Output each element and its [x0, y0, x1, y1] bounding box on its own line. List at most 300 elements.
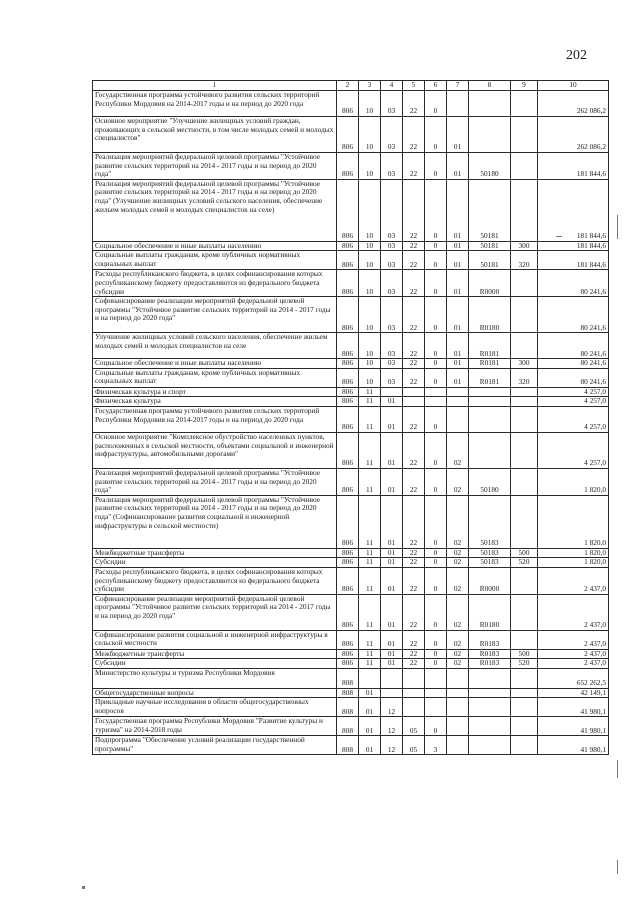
amount-cell: 181 844,6 — [538, 241, 609, 251]
table-row — [93, 153, 609, 180]
code-cell: 22 — [403, 270, 425, 297]
row-name-cell: Министерство культуры и туризма Республики Мордовия — [93, 668, 337, 688]
code-cell: 03 — [381, 251, 403, 270]
table-row — [93, 736, 609, 755]
row-name-cell: Реализация мероприятий федеральной целевой программы "Устойчивое развитие сельских территорий на 2014 - 2017 годы и на период до 2020 года" — [93, 468, 337, 495]
code-cell: 01 — [359, 736, 381, 755]
code-cell: 806 — [337, 297, 359, 333]
code-cell — [511, 297, 538, 333]
code-cell: 22 — [403, 333, 425, 359]
code-cell: 0 — [425, 548, 447, 558]
amount-cell: 181 844,6 — [538, 179, 609, 241]
code-cell: 01 — [447, 179, 469, 241]
code-cell — [425, 698, 447, 717]
code-cell — [511, 270, 538, 297]
code-cell — [447, 668, 469, 688]
table-row — [93, 297, 609, 333]
amount-cell: 652 262,5 — [538, 668, 609, 688]
code-cell: 03 — [381, 368, 403, 387]
row-name-cell: Реализация мероприятий федеральной целевой программы "Устойчивое развитие сельских территорий на 2014 - 2017 годы и на период до 2020 года" (Софинансирование развития социальной и инженерной инфраструктуры в сельской местности) — [93, 495, 337, 548]
code-cell: 808 — [337, 668, 359, 688]
code-cell: 22 — [403, 368, 425, 387]
table-row — [93, 359, 609, 369]
code-cell: 10 — [359, 117, 381, 153]
code-cell — [447, 406, 469, 432]
code-cell — [403, 668, 425, 688]
code-cell: 0 — [425, 468, 447, 495]
amount-cell: 181 844,6 — [538, 153, 609, 180]
code-cell: 22 — [403, 153, 425, 180]
code-cell: 01 — [381, 468, 403, 495]
code-cell: 03 — [381, 117, 403, 153]
code-cell: 0 — [425, 558, 447, 568]
code-cell — [511, 698, 538, 717]
table-row — [93, 567, 609, 594]
table-row — [93, 387, 609, 397]
row-name-cell: Софинансирование реализации мероприятий федеральной целевой программы "Устойчивое развитие сельских территорий на 2014 - 2017 годы и на период до 2020 года" — [93, 594, 337, 630]
code-cell: 806 — [337, 406, 359, 432]
code-cell — [469, 387, 511, 397]
code-cell — [447, 397, 469, 407]
code-cell: 50183 — [469, 558, 511, 568]
table-row — [93, 594, 609, 630]
code-cell — [469, 432, 511, 468]
amount-cell: 4 257,0 — [538, 432, 609, 468]
code-cell — [359, 668, 381, 688]
code-cell: 02 — [447, 594, 469, 630]
code-cell: 0 — [425, 333, 447, 359]
code-cell — [511, 717, 538, 736]
code-cell: 22 — [403, 241, 425, 251]
code-cell: 11 — [359, 406, 381, 432]
code-cell: 22 — [403, 359, 425, 369]
code-cell: 01 — [381, 432, 403, 468]
code-cell: 02 — [447, 649, 469, 659]
code-cell — [511, 117, 538, 153]
code-cell: 806 — [337, 270, 359, 297]
code-cell: 808 — [337, 717, 359, 736]
amount-cell: 4 257,0 — [538, 387, 609, 397]
row-name-cell: Межбюджетные трансферты — [93, 548, 337, 558]
page-number: 202 — [566, 48, 587, 63]
code-cell: 22 — [403, 468, 425, 495]
code-cell — [511, 495, 538, 548]
code-cell: 806 — [337, 659, 359, 669]
amount-cell: 1 820,0 — [538, 548, 609, 558]
code-cell: 806 — [337, 594, 359, 630]
code-cell: 806 — [337, 468, 359, 495]
row-name-cell: Физическая культура и спорт — [93, 387, 337, 397]
code-cell: 01 — [381, 495, 403, 548]
column-header: 4 — [381, 81, 403, 91]
code-cell: 03 — [381, 359, 403, 369]
code-cell — [511, 432, 538, 468]
code-cell: R0181 — [469, 368, 511, 387]
code-cell: 22 — [403, 630, 425, 649]
code-cell: 10 — [359, 270, 381, 297]
code-cell: 01 — [447, 333, 469, 359]
code-cell: 806 — [337, 91, 359, 117]
table-row — [93, 717, 609, 736]
code-cell: R0180 — [469, 297, 511, 333]
code-cell: 02 — [447, 659, 469, 669]
code-cell: 01 — [447, 153, 469, 180]
code-cell: 0 — [425, 251, 447, 270]
code-cell: 320 — [511, 368, 538, 387]
code-cell: 11 — [359, 468, 381, 495]
code-cell — [447, 387, 469, 397]
column-header: 2 — [337, 81, 359, 91]
code-cell — [447, 736, 469, 755]
code-cell — [469, 698, 511, 717]
code-cell: 0 — [425, 567, 447, 594]
code-cell: R0000 — [469, 270, 511, 297]
code-cell: 01 — [359, 717, 381, 736]
code-cell — [511, 468, 538, 495]
code-cell: 03 — [381, 91, 403, 117]
code-cell: 3 — [425, 736, 447, 755]
column-header: 10 — [538, 81, 609, 91]
code-cell: 50183 — [469, 495, 511, 548]
amount-cell: 1 820,0 — [538, 495, 609, 548]
code-cell: 10 — [359, 251, 381, 270]
code-cell: 0 — [425, 153, 447, 180]
code-cell: 22 — [403, 659, 425, 669]
code-cell — [425, 397, 447, 407]
table-row — [93, 698, 609, 717]
code-cell: R0183 — [469, 659, 511, 669]
column-header: 9 — [511, 81, 538, 91]
code-cell: 520 — [511, 659, 538, 669]
code-cell — [469, 736, 511, 755]
row-name-cell: Реализация мероприятий федеральной целевой программы "Устойчивое развитие сельских территорий на 2014 - 2017 годы и на период до 2020 года" (Улучшение жилищных условий сельского населения, обеспечение жильем молодых семей и молодых специалистов на селе) — [93, 179, 337, 241]
scan-mark — [617, 860, 618, 874]
scan-mark — [556, 236, 562, 237]
code-cell: 01 — [447, 117, 469, 153]
row-name-cell: Расходы республиканского бюджета, в целях софинансирования которых республиканскому бюджету предоставляются из федерального бюджета субсидии — [93, 567, 337, 594]
row-name-cell: Прикладные научные исследования в области общегосударственных вопросов — [93, 698, 337, 717]
code-cell: 50181 — [469, 179, 511, 241]
code-cell: 806 — [337, 117, 359, 153]
amount-cell: 2 437,0 — [538, 630, 609, 649]
row-name-cell: Государственная программа Республики Мордовия "Развитие культуры и туризма" на 2014-2018 годы — [93, 717, 337, 736]
code-cell — [447, 688, 469, 698]
scan-mark — [82, 886, 85, 889]
code-cell — [511, 387, 538, 397]
code-cell: 300 — [511, 359, 538, 369]
code-cell — [511, 397, 538, 407]
code-cell — [469, 117, 511, 153]
amount-cell: 80 241,6 — [538, 270, 609, 297]
code-cell: 0 — [425, 717, 447, 736]
table-row — [93, 688, 609, 698]
code-cell: 806 — [337, 567, 359, 594]
row-name-cell: Социальные выплаты гражданам, кроме публичных нормативных социальных выплат — [93, 368, 337, 387]
code-cell: 02 — [447, 468, 469, 495]
table-row — [93, 91, 609, 117]
code-cell — [511, 333, 538, 359]
code-cell: 0 — [425, 297, 447, 333]
code-cell — [469, 668, 511, 688]
code-cell — [511, 567, 538, 594]
code-cell: 22 — [403, 251, 425, 270]
code-cell: 22 — [403, 117, 425, 153]
row-name-cell: Основное мероприятие "Комплексное обустройство населенных пунктов, расположенных в сельской местности, объектами социальной и инженерной инфраструктуры, автомобильными дорогами" — [93, 432, 337, 468]
code-cell: 50183 — [469, 548, 511, 558]
amount-cell: 80 241,6 — [538, 297, 609, 333]
code-cell: 0 — [425, 432, 447, 468]
code-cell: 10 — [359, 241, 381, 251]
code-cell: 0 — [425, 649, 447, 659]
code-cell: R0183 — [469, 630, 511, 649]
code-cell: 01 — [447, 359, 469, 369]
code-cell: 11 — [359, 548, 381, 558]
code-cell: 10 — [359, 91, 381, 117]
code-cell: 320 — [511, 251, 538, 270]
code-cell — [469, 717, 511, 736]
code-cell — [469, 406, 511, 432]
code-cell: 11 — [359, 495, 381, 548]
code-cell: 10 — [359, 359, 381, 369]
code-cell — [469, 91, 511, 117]
amount-cell: 41 980,1 — [538, 717, 609, 736]
code-cell: 11 — [359, 567, 381, 594]
amount-cell: 41 980,1 — [538, 736, 609, 755]
amount-cell: 2 437,0 — [538, 659, 609, 669]
code-cell: 10 — [359, 297, 381, 333]
code-cell: R0183 — [469, 649, 511, 659]
table-row — [93, 659, 609, 669]
amount-cell: 1 820,0 — [538, 468, 609, 495]
code-cell: 806 — [337, 397, 359, 407]
code-cell: 0 — [425, 359, 447, 369]
code-cell: 806 — [337, 495, 359, 548]
code-cell: 520 — [511, 558, 538, 568]
code-cell: 808 — [337, 736, 359, 755]
code-cell: 0 — [425, 91, 447, 117]
code-cell: 0 — [425, 368, 447, 387]
code-cell: R0180 — [469, 594, 511, 630]
column-header: 5 — [403, 81, 425, 91]
code-cell: 0 — [425, 659, 447, 669]
amount-cell: 262 086,2 — [538, 117, 609, 153]
code-cell: 01 — [381, 567, 403, 594]
code-cell: 03 — [381, 179, 403, 241]
row-name-cell: Софинансирование реализации мероприятий федеральной целевой программы "Устойчивое развитие сельских территорий на 2014 - 2017 годы и на период до 2020 года" — [93, 297, 337, 333]
code-cell: 02 — [447, 432, 469, 468]
code-cell: 01 — [447, 270, 469, 297]
code-cell — [403, 698, 425, 717]
code-cell: 11 — [359, 630, 381, 649]
row-name-cell: Основное мероприятие "Улучшение жилищных условий граждан, проживающих в сельской местности, в том числе молодых семей и молодых специалистов" — [93, 117, 337, 153]
code-cell — [469, 688, 511, 698]
code-cell — [447, 698, 469, 717]
code-cell: 02 — [447, 630, 469, 649]
code-cell: 806 — [337, 251, 359, 270]
code-cell: 0 — [425, 495, 447, 548]
code-cell: 300 — [511, 241, 538, 251]
code-cell — [511, 153, 538, 180]
code-cell: 50180 — [469, 468, 511, 495]
code-cell: 01 — [447, 241, 469, 251]
code-cell: 03 — [381, 270, 403, 297]
code-cell — [511, 594, 538, 630]
amount-cell: 80 241,6 — [538, 359, 609, 369]
row-name-cell: Софинансирование развития социальной и инженерной инфраструктуры в сельской местности — [93, 630, 337, 649]
table-header-row — [93, 81, 609, 91]
code-cell: 22 — [403, 567, 425, 594]
row-name-cell: Улучшение жилищных условий сельского населения, обеспечение жильем молодых семей и молодых специалистов на селе — [93, 333, 337, 359]
code-cell: 01 — [381, 548, 403, 558]
row-name-cell: Физическая культура — [93, 397, 337, 407]
code-cell: 22 — [403, 432, 425, 468]
code-cell — [511, 91, 538, 117]
amount-cell: 2 437,0 — [538, 567, 609, 594]
code-cell: 03 — [381, 153, 403, 180]
code-cell: 22 — [403, 179, 425, 241]
amount-cell: 262 086,2 — [538, 91, 609, 117]
table-row — [93, 241, 609, 251]
code-cell: 22 — [403, 91, 425, 117]
code-cell: 11 — [359, 558, 381, 568]
row-name-cell: Субсидии — [93, 659, 337, 669]
code-cell: 01 — [381, 558, 403, 568]
amount-cell: 1 820,0 — [538, 558, 609, 568]
code-cell: 0 — [425, 406, 447, 432]
amount-cell: 4 257,0 — [538, 406, 609, 432]
code-cell: 12 — [381, 698, 403, 717]
code-cell: 11 — [359, 432, 381, 468]
scan-mark — [617, 215, 618, 239]
code-cell: 0 — [425, 179, 447, 241]
table-row — [93, 179, 609, 241]
row-name-cell: Подпрограмма "Обеспечение условий реализации государственной программы" — [93, 736, 337, 755]
code-cell: 0 — [425, 241, 447, 251]
row-name-cell: Расходы республиканского бюджета, в целях софинансирования которых республиканскому бюджету предоставляются из федерального бюджета субсидии — [93, 270, 337, 297]
code-cell: 22 — [403, 594, 425, 630]
row-name-cell: Социальное обеспечение и иные выплаты населению — [93, 359, 337, 369]
code-cell: 01 — [381, 594, 403, 630]
code-cell: 50181 — [469, 251, 511, 270]
table-row — [93, 251, 609, 270]
row-name-cell: Общегосударственные вопросы — [93, 688, 337, 698]
code-cell — [469, 397, 511, 407]
column-header: 1 — [93, 81, 337, 91]
amount-cell: 80 241,6 — [538, 333, 609, 359]
column-header: 3 — [359, 81, 381, 91]
table-row — [93, 368, 609, 387]
code-cell: 01 — [381, 406, 403, 432]
code-cell: 01 — [381, 649, 403, 659]
code-cell: 01 — [381, 659, 403, 669]
code-cell: 10 — [359, 179, 381, 241]
code-cell: 22 — [403, 649, 425, 659]
amount-cell: 181 844,6 — [538, 251, 609, 270]
amount-cell: 4 257,0 — [538, 397, 609, 407]
code-cell: 01 — [359, 698, 381, 717]
code-cell — [511, 736, 538, 755]
table-body — [93, 91, 609, 755]
code-cell: 02 — [447, 548, 469, 558]
code-cell: 11 — [359, 397, 381, 407]
code-cell: R0181 — [469, 333, 511, 359]
code-cell: 500 — [511, 649, 538, 659]
table-row — [93, 117, 609, 153]
code-cell: 01 — [359, 688, 381, 698]
code-cell: 0 — [425, 630, 447, 649]
code-cell: 03 — [381, 241, 403, 251]
code-cell: 806 — [337, 432, 359, 468]
code-cell: 01 — [447, 251, 469, 270]
code-cell: 22 — [403, 548, 425, 558]
code-cell: 12 — [381, 717, 403, 736]
code-cell: 0 — [425, 594, 447, 630]
code-cell: 50180 — [469, 153, 511, 180]
code-cell: 10 — [359, 153, 381, 180]
table-row — [93, 558, 609, 568]
code-cell: 10 — [359, 368, 381, 387]
code-cell: 806 — [337, 368, 359, 387]
table-row — [93, 495, 609, 548]
code-cell: 22 — [403, 297, 425, 333]
code-cell: 0 — [425, 117, 447, 153]
code-cell — [425, 688, 447, 698]
column-header: 8 — [469, 81, 511, 91]
row-name-cell: Межбюджетные трансферты — [93, 649, 337, 659]
code-cell — [447, 91, 469, 117]
amount-cell: 41 980,1 — [538, 698, 609, 717]
code-cell: 806 — [337, 630, 359, 649]
column-header: 7 — [447, 81, 469, 91]
code-cell: 05 — [403, 736, 425, 755]
code-cell: 03 — [381, 333, 403, 359]
code-cell: 0 — [425, 270, 447, 297]
amount-cell: 42 149,1 — [538, 688, 609, 698]
code-cell — [381, 668, 403, 688]
budget-table — [92, 80, 609, 755]
amount-cell: 2 437,0 — [538, 594, 609, 630]
code-cell: R0000 — [469, 567, 511, 594]
table-row — [93, 406, 609, 432]
code-cell: 02 — [447, 558, 469, 568]
table-row — [93, 468, 609, 495]
table-row — [93, 630, 609, 649]
code-cell: 02 — [447, 495, 469, 548]
code-cell: 05 — [403, 717, 425, 736]
code-cell — [511, 630, 538, 649]
code-cell — [511, 668, 538, 688]
row-name-cell: Государственная программа устойчивого развития сельских территорий Республики Мордовия на 2014-2017 годы и на период до 2020 года — [93, 91, 337, 117]
code-cell: 50181 — [469, 241, 511, 251]
code-cell: 01 — [447, 368, 469, 387]
code-cell — [403, 688, 425, 698]
code-cell: 01 — [381, 397, 403, 407]
table-row — [93, 432, 609, 468]
row-name-cell: Социальное обеспечение и иные выплаты населению — [93, 241, 337, 251]
code-cell: 11 — [359, 659, 381, 669]
code-cell — [511, 406, 538, 432]
code-cell: 806 — [337, 649, 359, 659]
table-row — [93, 270, 609, 297]
code-cell — [425, 387, 447, 397]
code-cell: 806 — [337, 241, 359, 251]
code-cell: 806 — [337, 333, 359, 359]
code-cell: R0181 — [469, 359, 511, 369]
table-row — [93, 333, 609, 359]
code-cell: 22 — [403, 495, 425, 548]
table-row — [93, 548, 609, 558]
scan-mark — [617, 760, 618, 778]
